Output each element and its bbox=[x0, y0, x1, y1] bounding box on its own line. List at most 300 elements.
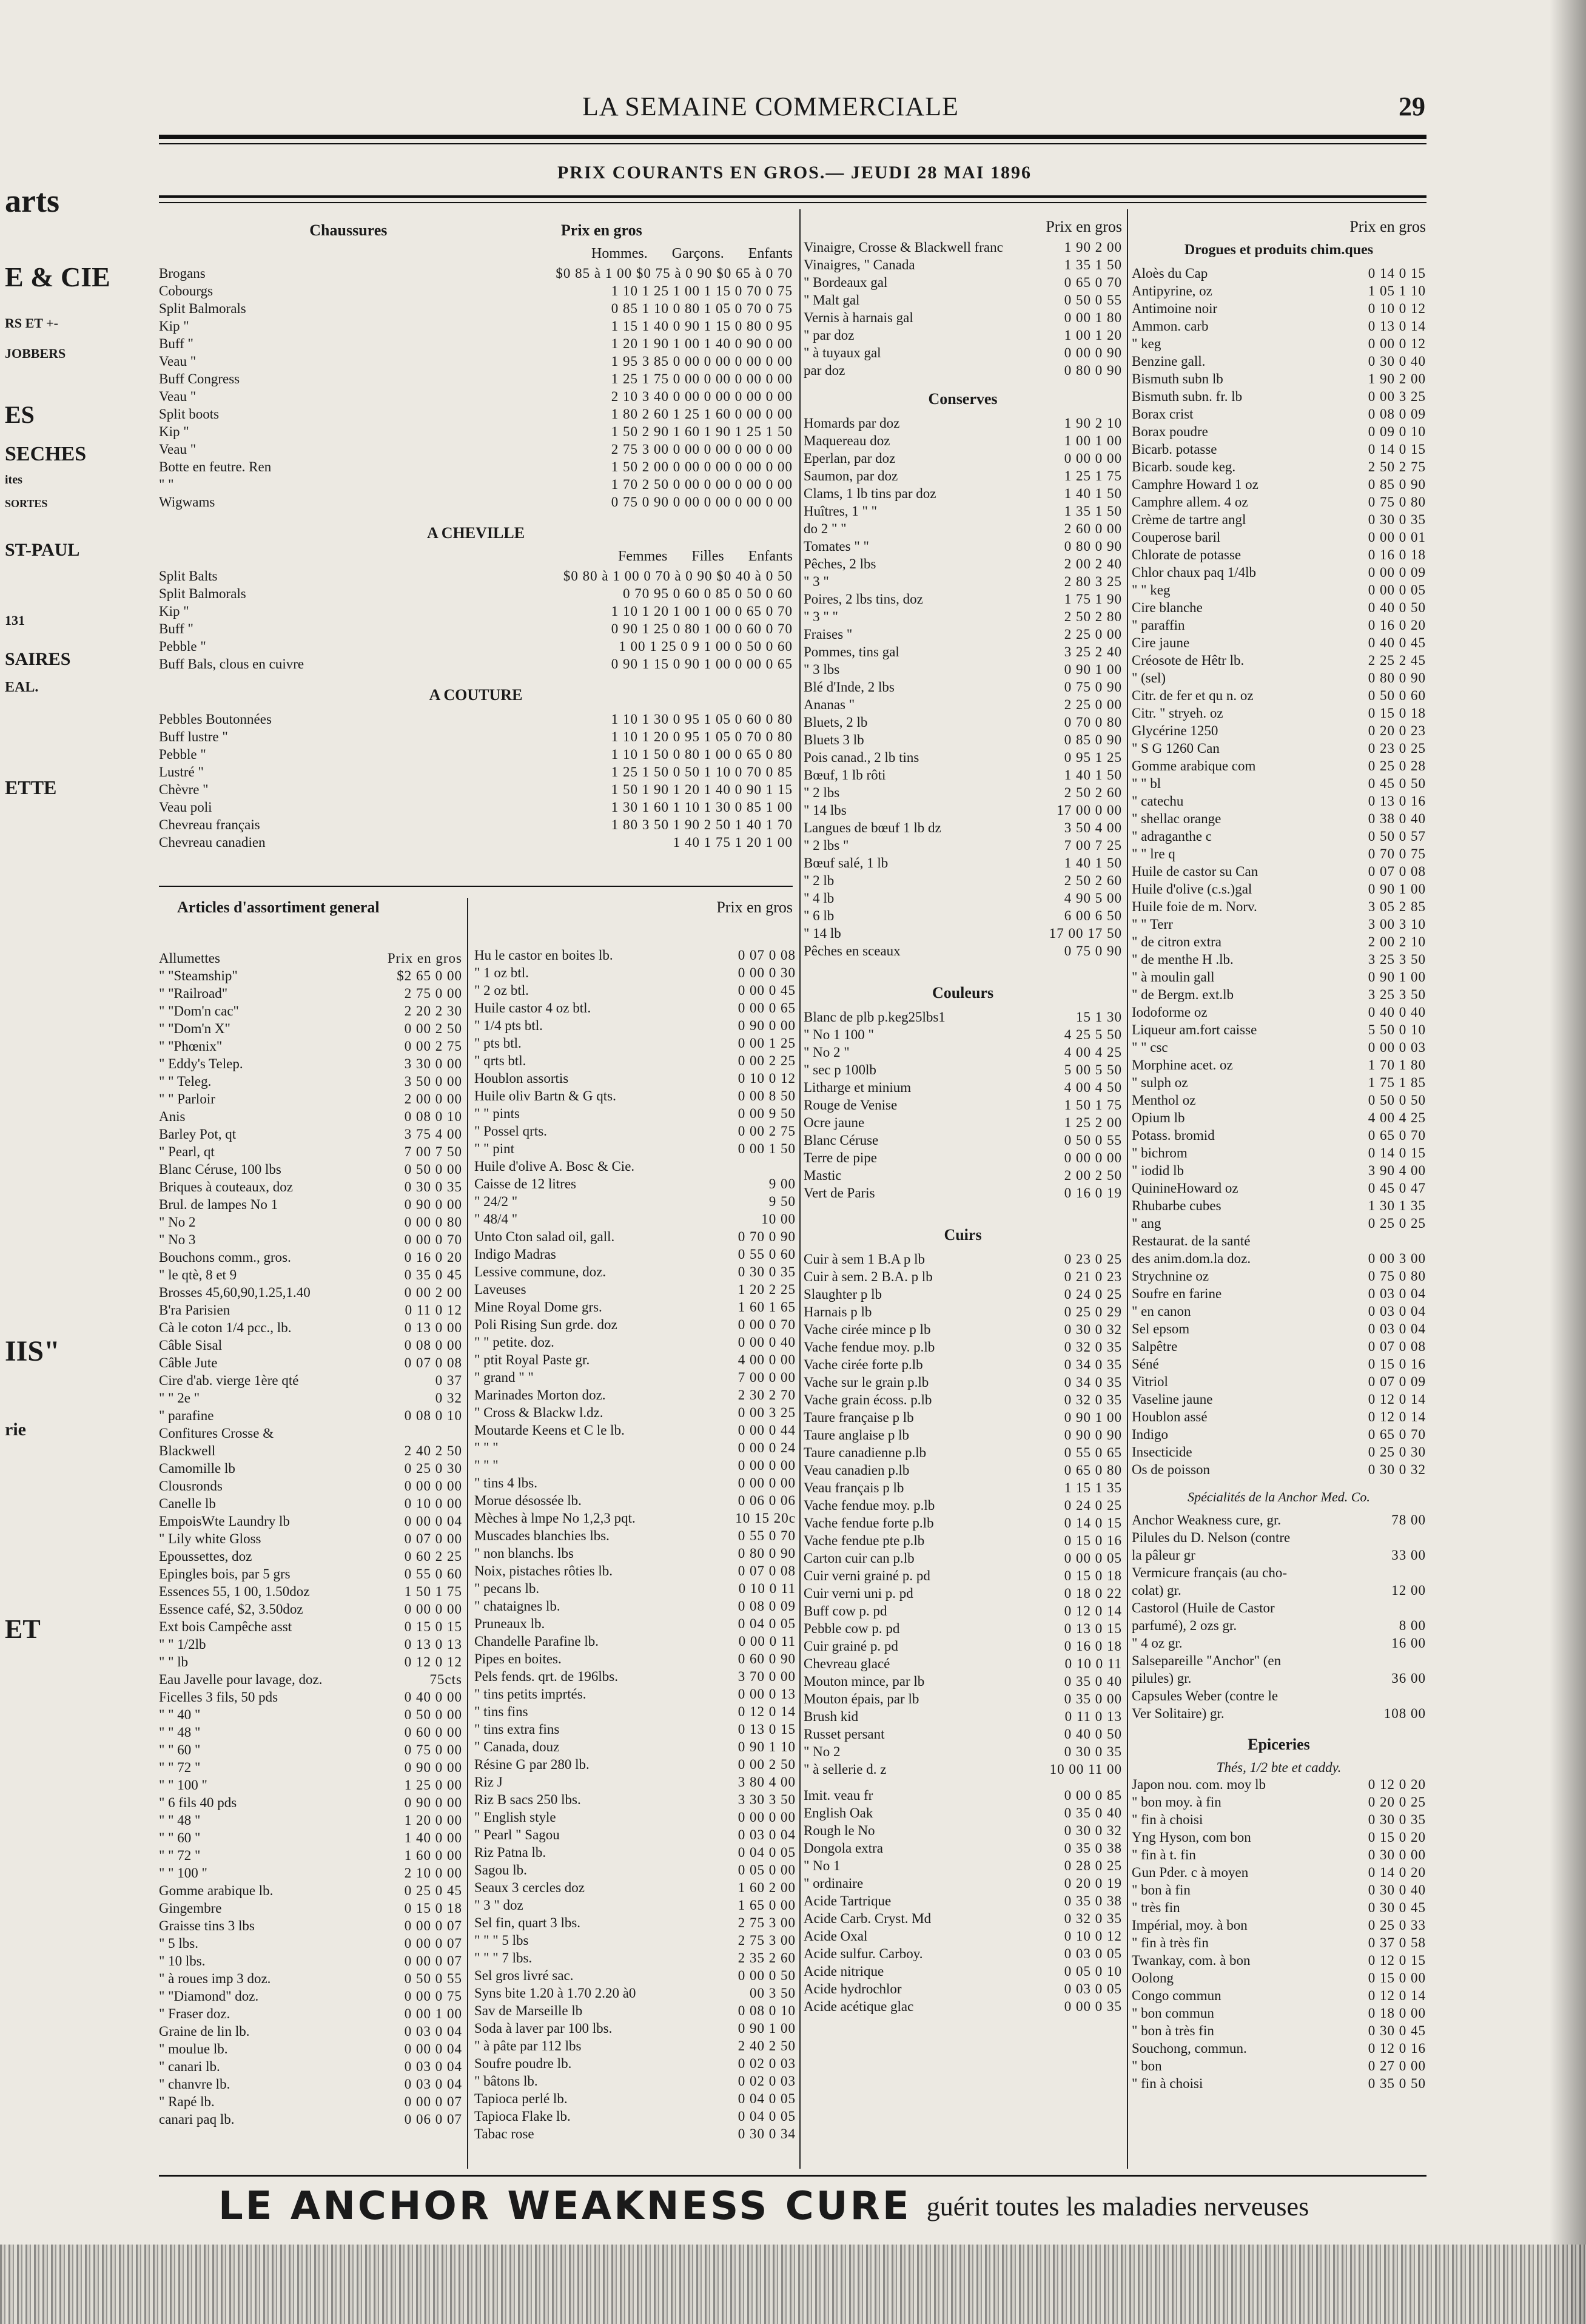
column-subheads-hommes: Hommes. Garçons. Enfants bbox=[591, 246, 793, 261]
item-price: 0 45 0 47 bbox=[1368, 1181, 1426, 1196]
price-row bbox=[804, 1043, 1122, 1061]
price-row bbox=[1132, 827, 1426, 845]
item-name: pilules) gr. bbox=[1132, 1671, 1192, 1686]
price-row bbox=[474, 1281, 796, 1298]
item-price: 0 50 0 57 bbox=[1368, 829, 1426, 844]
item-price: 2 75 3 00 0 00 0 00 0 00 0 00 bbox=[611, 442, 793, 457]
item-name: " bon bbox=[1132, 2058, 1162, 2073]
item-price: 1 40 1 50 bbox=[1064, 486, 1122, 501]
item-price: 0 12 0 15 bbox=[1368, 1953, 1426, 1968]
price-row bbox=[804, 1725, 1122, 1743]
price-row bbox=[159, 1389, 462, 1407]
header-rule-thick bbox=[159, 135, 1426, 139]
item-price: 2 10 3 40 0 00 0 00 0 00 0 00 bbox=[611, 389, 793, 404]
item-price: 1 60 2 00 bbox=[738, 1880, 796, 1895]
item-price: 0 09 0 10 bbox=[1368, 424, 1426, 439]
item-name: Créosote de Hêtr lb. bbox=[1132, 653, 1245, 668]
price-row bbox=[1132, 388, 1426, 405]
item-price: 0 08 0 10 bbox=[404, 1109, 462, 1124]
item-price: $2 65 0 00 bbox=[397, 968, 462, 983]
item-price: 0 03 0 05 bbox=[1064, 1946, 1122, 1961]
item-price: 9 50 bbox=[768, 1194, 796, 1209]
price-row bbox=[804, 625, 1122, 643]
item-name: Mouton mince, par lb bbox=[804, 1674, 925, 1689]
item-name: Acide sulfur. Carboy. bbox=[804, 1946, 923, 1961]
item-name: " " bl bbox=[1132, 776, 1161, 791]
price-row bbox=[1132, 1021, 1426, 1039]
item-name: Epoussettes, doz bbox=[159, 1549, 252, 1564]
item-name: Litharge et minium bbox=[804, 1080, 912, 1095]
item-price: 0 03 0 04 bbox=[1368, 1321, 1426, 1336]
item-price: 0 55 0 70 bbox=[738, 1528, 796, 1543]
item-name: " ordinaire bbox=[804, 1876, 864, 1891]
item-name: Riz J bbox=[474, 1774, 503, 1790]
item-price: 0 08 0 10 bbox=[404, 1408, 462, 1423]
item-price: 0 25 0 28 bbox=[1368, 758, 1426, 773]
item-price: 0 32 0 35 bbox=[1064, 1392, 1122, 1407]
item-name: " "Dom'n X" bbox=[159, 1021, 230, 1036]
header-rule-thin bbox=[159, 143, 1426, 144]
margin-fragment: ES bbox=[5, 401, 35, 428]
price-row bbox=[804, 1549, 1122, 1567]
item-price: 0 70 0 80 bbox=[1064, 715, 1122, 730]
price-row bbox=[159, 264, 793, 282]
price-row bbox=[159, 1301, 462, 1319]
item-name: Veau français p lb bbox=[804, 1480, 904, 1495]
margin-fragment: arts bbox=[5, 183, 59, 219]
item-name: Crème de tartre angl bbox=[1132, 512, 1246, 527]
item-price: 0 75 0 80 bbox=[1368, 494, 1426, 510]
item-price: 0 00 0 05 bbox=[1064, 1551, 1122, 1566]
item-name: " Canada, douz bbox=[474, 1739, 560, 1754]
item-name: " 2 lbs bbox=[804, 785, 840, 800]
item-name: Botte en feutre. Ren bbox=[159, 459, 272, 474]
price-row bbox=[474, 1457, 796, 1474]
item-price: 0 00 2 75 bbox=[738, 1123, 796, 1139]
section-heading-drogues: Drogues et produits chim.ques bbox=[1184, 242, 1374, 258]
item-price: 0 00 1 25 bbox=[738, 1036, 796, 1051]
price-row bbox=[804, 502, 1122, 520]
item-price: 1 40 1 50 bbox=[1064, 855, 1122, 871]
price-row bbox=[159, 1284, 462, 1301]
item-name: Menthol oz bbox=[1132, 1093, 1196, 1108]
item-name: Blanc Céruse bbox=[804, 1133, 879, 1148]
price-row bbox=[804, 1008, 1122, 1026]
price-row bbox=[159, 834, 793, 851]
item-name: Bicarb. potasse bbox=[1132, 442, 1217, 457]
price-row bbox=[474, 1720, 796, 1738]
item-price: 0 13 0 15 bbox=[1064, 1621, 1122, 1636]
item-price: 2 40 2 50 bbox=[404, 1443, 462, 1458]
item-name: " chanvre lb. bbox=[159, 2076, 230, 2092]
item-price: 2 10 0 00 bbox=[404, 1865, 462, 1881]
item-price: 0 40 0 00 bbox=[404, 1689, 462, 1705]
item-name: Laveuses bbox=[474, 1282, 526, 1297]
item-price: 16 00 bbox=[1391, 1635, 1426, 1651]
price-row bbox=[474, 1826, 796, 1844]
item-name: Ver Solitaire) gr. bbox=[1132, 1706, 1225, 1721]
item-name: " à tuyaux gal bbox=[804, 345, 881, 360]
item-price: 0 00 0 00 bbox=[738, 1458, 796, 1473]
price-row bbox=[474, 1105, 796, 1122]
item-name: " " bbox=[159, 477, 174, 492]
price-row bbox=[1132, 2075, 1426, 2092]
price-row bbox=[804, 362, 1122, 379]
item-price: 0 90 1 00 bbox=[1064, 1410, 1122, 1425]
item-name: " iodid lb bbox=[1132, 1163, 1184, 1178]
item-price: 0 90 0 00 bbox=[404, 1795, 462, 1810]
item-name: Gingembre bbox=[159, 1901, 222, 1916]
item-name: Castorol (Huile de Castor bbox=[1132, 1600, 1275, 1615]
item-name: " qrts btl. bbox=[474, 1053, 526, 1068]
price-row bbox=[159, 458, 793, 476]
item-price: 0 90 0 00 bbox=[404, 1760, 462, 1775]
item-name: " tins extra fins bbox=[474, 1722, 560, 1737]
price-row bbox=[474, 1632, 796, 1650]
price-row bbox=[1132, 810, 1426, 827]
price-row bbox=[474, 1808, 796, 1826]
item-name: Citr. " stryeh. oz bbox=[1132, 706, 1223, 721]
item-price: 1 70 2 50 0 00 0 00 0 00 0 00 bbox=[611, 477, 793, 492]
item-price: 0 25 0 25 bbox=[1368, 1216, 1426, 1231]
price-row bbox=[804, 450, 1122, 467]
item-name: Japon nou. com. moy lb bbox=[1132, 1777, 1266, 1792]
item-name: Pipes en boites. bbox=[474, 1651, 562, 1666]
item-name: Sagou lb. bbox=[474, 1862, 527, 1878]
price-row bbox=[159, 1565, 462, 1583]
item-price: 1 20 0 00 bbox=[404, 1813, 462, 1828]
item-name: Lessive commune, doz. bbox=[474, 1264, 607, 1279]
price-row bbox=[1132, 1599, 1426, 1617]
price-row bbox=[1132, 581, 1426, 599]
item-name: Vaseline jaune bbox=[1132, 1392, 1213, 1407]
price-row bbox=[1132, 986, 1426, 1003]
item-name: Restaurat. de la santé bbox=[1132, 1233, 1251, 1248]
price-row bbox=[1132, 317, 1426, 335]
price-row bbox=[159, 1935, 462, 1952]
price-row bbox=[159, 1442, 462, 1460]
item-price: 1 65 0 00 bbox=[738, 1898, 796, 1913]
item-name: Glycérine 1250 bbox=[1132, 723, 1218, 738]
price-row bbox=[474, 2055, 796, 2072]
price-row bbox=[474, 1685, 796, 1703]
item-price: 0 12 0 14 bbox=[1368, 1392, 1426, 1407]
price-row bbox=[1132, 458, 1426, 476]
item-name: Cuir verni grainé p. pd bbox=[804, 1568, 930, 1583]
price-row bbox=[1132, 282, 1426, 300]
item-name: Harnais p lb bbox=[804, 1304, 872, 1319]
price-row bbox=[159, 1407, 462, 1424]
item-name: Benzine gall. bbox=[1132, 354, 1206, 369]
item-price: 0 35 0 40 bbox=[1064, 1805, 1122, 1820]
item-price: 0 50 0 00 bbox=[404, 1162, 462, 1177]
item-name: Allumettes bbox=[159, 951, 220, 966]
item-name: Buff Congress bbox=[159, 371, 240, 386]
price-row bbox=[1132, 1793, 1426, 1811]
price-row bbox=[474, 1791, 796, 1808]
item-price: 0 07 0 09 bbox=[1368, 1374, 1426, 1389]
item-price: 3 70 0 00 bbox=[738, 1669, 796, 1684]
item-name: Pebble " bbox=[159, 747, 206, 762]
item-name: Camomille lb bbox=[159, 1461, 235, 1476]
item-name: Kip " bbox=[159, 424, 189, 439]
price-row bbox=[1132, 1338, 1426, 1355]
item-name: " 6 fils 40 pds bbox=[159, 1795, 237, 1810]
margin-fragment: SAIRES bbox=[5, 649, 71, 669]
price-row bbox=[159, 1319, 462, 1336]
section-heading-couleurs: Couleurs bbox=[932, 984, 994, 1002]
item-name: " Pearl, qt bbox=[159, 1144, 215, 1159]
item-name: Split boots bbox=[159, 406, 220, 422]
item-price: 0 00 0 07 bbox=[404, 2094, 462, 2109]
item-price: 2 75 3 00 bbox=[738, 1933, 796, 1948]
price-row bbox=[804, 1426, 1122, 1444]
price-row bbox=[1132, 1179, 1426, 1197]
item-price: 0 16 0 18 bbox=[1064, 1639, 1122, 1654]
item-name: " "Dom'n cac" bbox=[159, 1003, 239, 1019]
item-price: 0 00 0 00 bbox=[738, 1810, 796, 1825]
price-row bbox=[804, 238, 1122, 256]
item-price: 0 15 0 16 bbox=[1064, 1533, 1122, 1548]
item-price: 0 16 0 20 bbox=[1368, 618, 1426, 633]
price-row bbox=[804, 1787, 1122, 1804]
item-price: 0 03 0 04 bbox=[404, 2024, 462, 2039]
item-price: 0 00 0 30 bbox=[738, 965, 796, 980]
item-name: " shellac orange bbox=[1132, 811, 1221, 826]
price-row bbox=[474, 1087, 796, 1105]
item-name: " " 2e " bbox=[159, 1390, 200, 1406]
price-row bbox=[159, 949, 462, 967]
item-price: 0 04 0 05 bbox=[738, 1845, 796, 1860]
item-name: Huile foie de m. Norv. bbox=[1132, 899, 1257, 914]
price-row bbox=[474, 1210, 796, 1228]
item-price: 0 00 0 07 bbox=[404, 1953, 462, 1969]
item-name: Vinaigre, Crosse & Blackwell franc bbox=[804, 240, 1003, 255]
item-price: 0 30 0 35 bbox=[1368, 1812, 1426, 1827]
item-price: 1 00 1 20 bbox=[1064, 328, 1122, 343]
price-row bbox=[804, 1079, 1122, 1096]
item-price: 0 07 0 08 bbox=[1368, 864, 1426, 879]
section-heading-epiceries: Epiceries bbox=[1248, 1736, 1310, 1753]
price-row bbox=[159, 1548, 462, 1565]
price-row bbox=[159, 282, 793, 300]
item-price: 0 15 0 00 bbox=[1368, 1970, 1426, 1986]
item-name: Buff " bbox=[159, 336, 193, 351]
item-name: Bicarb. soude keg. bbox=[1132, 459, 1236, 474]
price-row bbox=[1132, 1232, 1426, 1250]
price-row bbox=[474, 1193, 796, 1210]
item-price: 0 95 1 25 bbox=[1064, 750, 1122, 765]
price-row bbox=[1132, 1669, 1426, 1687]
item-price: 0 18 0 00 bbox=[1368, 2006, 1426, 2021]
price-row bbox=[804, 309, 1122, 326]
articles-price-head: Prix en gros bbox=[716, 898, 793, 916]
item-price: 0 03 0 04 bbox=[404, 2076, 462, 2092]
item-name: " bon à très fin bbox=[1132, 2023, 1214, 2038]
item-name: Ext bois Campêche asst bbox=[159, 1619, 292, 1634]
price-row bbox=[804, 1945, 1122, 1962]
item-price: 1 10 1 20 0 95 1 05 0 70 0 80 bbox=[611, 729, 793, 744]
item-name: " Rapé lb. bbox=[159, 2094, 215, 2109]
item-name: " Lily white Gloss bbox=[159, 1531, 261, 1546]
item-name: " No 1 100 " bbox=[804, 1027, 874, 1042]
price-row bbox=[159, 476, 793, 493]
item-price: 1 40 1 75 1 20 1 00 bbox=[673, 835, 793, 850]
price-row bbox=[159, 493, 793, 511]
item-name: " " " bbox=[474, 1458, 499, 1473]
price-row bbox=[1132, 1705, 1426, 1722]
item-price: 0 40 0 50 bbox=[1368, 600, 1426, 615]
item-price: 0 00 2 00 bbox=[404, 1285, 462, 1300]
item-name: Kip " bbox=[159, 318, 189, 334]
price-row bbox=[159, 1495, 462, 1512]
item-name: Veau " bbox=[159, 389, 197, 404]
price-row bbox=[804, 326, 1122, 344]
price-row bbox=[804, 1708, 1122, 1725]
item-price: 1 50 2 00 0 00 0 00 0 00 0 00 bbox=[611, 459, 793, 474]
item-name: Souchong, commun. bbox=[1132, 2041, 1247, 2056]
price-row bbox=[159, 300, 793, 317]
item-price: 0 20 0 23 bbox=[1368, 723, 1426, 738]
item-name: Graisse tins 3 lbs bbox=[159, 1918, 255, 1933]
price-row bbox=[1132, 1373, 1426, 1390]
item-price: 0 21 0 23 bbox=[1064, 1269, 1122, 1284]
item-name: " sulph oz bbox=[1132, 1075, 1188, 1090]
item-name: Tapioca Flake lb. bbox=[474, 2109, 571, 2124]
price-row bbox=[474, 1316, 796, 1333]
price-row bbox=[1132, 1074, 1426, 1091]
price-row bbox=[804, 1910, 1122, 1927]
price-row bbox=[159, 1354, 462, 1372]
price-row bbox=[159, 620, 793, 638]
item-name: " non blanchs. lbs bbox=[474, 1546, 574, 1561]
margin-fragment: IIS" bbox=[5, 1335, 60, 1367]
price-row bbox=[804, 889, 1122, 907]
margin-fragment: ites bbox=[5, 473, 22, 487]
item-price: 0 32 0 35 bbox=[1064, 1911, 1122, 1926]
price-row bbox=[159, 567, 793, 585]
item-price: 00 3 50 bbox=[750, 1986, 796, 2001]
price-row bbox=[1132, 951, 1426, 968]
item-name: " grand " " bbox=[474, 1370, 534, 1385]
item-name: Os de poisson bbox=[1132, 1462, 1211, 1477]
item-price: 3 90 4 00 bbox=[1368, 1163, 1426, 1178]
item-price: 1 80 2 60 1 25 1 60 0 00 0 00 bbox=[611, 406, 793, 422]
item-price: 0 00 3 25 bbox=[738, 1405, 796, 1420]
price-row bbox=[159, 2093, 462, 2110]
item-name: Antipyrine, oz bbox=[1132, 283, 1212, 298]
item-price bbox=[1421, 1529, 1426, 1546]
item-price: 0 50 0 55 bbox=[1064, 292, 1122, 308]
item-price: 0 00 0 80 bbox=[404, 1214, 462, 1230]
item-name: " de Bergm. ext.lb bbox=[1132, 987, 1234, 1002]
item-price: 0 90 1 15 0 90 1 00 0 00 0 65 bbox=[611, 656, 793, 672]
item-price bbox=[1421, 1232, 1426, 1250]
price-row bbox=[159, 1847, 462, 1864]
item-name: " " 100 " bbox=[159, 1777, 207, 1793]
item-name: " Possel qrts. bbox=[474, 1123, 547, 1139]
item-name: Maquereau doz bbox=[804, 433, 890, 448]
price-row bbox=[804, 1026, 1122, 1043]
item-price: 2 00 2 50 bbox=[1064, 1168, 1122, 1183]
item-name: Ficelles 3 fils, 50 pds bbox=[159, 1689, 278, 1705]
price-row bbox=[804, 1061, 1122, 1079]
price-row bbox=[1132, 1952, 1426, 1969]
price-row bbox=[474, 1298, 796, 1316]
item-price: 0 10 0 00 bbox=[404, 1496, 462, 1511]
price-row bbox=[159, 2005, 462, 2023]
item-price: 0 00 0 09 bbox=[1368, 565, 1426, 580]
item-name: Antimoine noir bbox=[1132, 301, 1218, 316]
item-name: " 2 lbs " bbox=[804, 838, 849, 853]
item-name: " ang bbox=[1132, 1216, 1161, 1231]
section-heading-cuirs: Cuirs bbox=[944, 1226, 982, 1244]
item-price: 0 30 0 40 bbox=[1368, 1882, 1426, 1898]
price-row bbox=[804, 1321, 1122, 1338]
item-name: " " pints bbox=[474, 1106, 520, 1121]
item-name: Taure française p lb bbox=[804, 1410, 914, 1425]
price-row bbox=[1132, 264, 1426, 282]
item-price: 2 25 0 00 bbox=[1064, 697, 1122, 712]
price-row bbox=[159, 1213, 462, 1231]
price-row bbox=[1132, 1652, 1426, 1669]
item-name: " " Terr bbox=[1132, 917, 1173, 932]
item-price: 0 35 0 45 bbox=[404, 1267, 462, 1282]
item-price: 7 00 7 50 bbox=[404, 1144, 462, 1159]
item-price: 0 08 0 09 bbox=[1368, 406, 1426, 422]
price-row bbox=[804, 731, 1122, 749]
price-row bbox=[804, 1655, 1122, 1672]
item-price: 0 30 0 35 bbox=[1368, 512, 1426, 527]
price-row bbox=[159, 585, 793, 602]
item-name: " 3 lbs bbox=[804, 662, 840, 677]
item-price: 0 04 0 05 bbox=[738, 2109, 796, 2124]
price-row bbox=[159, 335, 793, 352]
price-row bbox=[804, 1338, 1122, 1356]
price-row bbox=[159, 1160, 462, 1178]
item-name: Soufre poudre lb. bbox=[474, 2056, 572, 2071]
item-price: 1 25 1 75 0 00 0 00 0 00 0 00 bbox=[611, 371, 793, 386]
margin-fragment: EAL. bbox=[5, 679, 39, 695]
price-row bbox=[159, 1090, 462, 1108]
price-row bbox=[474, 1017, 796, 1034]
price-row bbox=[1132, 1461, 1426, 1478]
item-name: Unto Cton salad oil, gall. bbox=[474, 1229, 615, 1244]
price-row bbox=[159, 1811, 462, 1829]
price-row bbox=[159, 710, 793, 728]
item-price: 0 14 0 15 bbox=[1368, 1145, 1426, 1160]
price-row bbox=[159, 602, 793, 620]
item-price: 0 00 1 50 bbox=[738, 1141, 796, 1156]
item-name: Yng Hyson, com bon bbox=[1132, 1830, 1251, 1845]
epiceries-note: Thés, 1/2 bte et caddy. bbox=[1216, 1760, 1342, 1775]
item-name: Bœuf, 1 lb rôti bbox=[804, 767, 886, 783]
page-number: 29 bbox=[1399, 92, 1425, 121]
price-row bbox=[159, 1864, 462, 1882]
price-row bbox=[1132, 1056, 1426, 1074]
price-row bbox=[474, 1034, 796, 1052]
item-name: QuinineHoward oz bbox=[1132, 1181, 1238, 1196]
price-row bbox=[1132, 511, 1426, 528]
item-name: " très fin bbox=[1132, 1900, 1180, 1915]
item-name: " "Diamond" doz. bbox=[159, 1989, 259, 2004]
item-price: 0 90 0 00 bbox=[738, 1018, 796, 1033]
price-row bbox=[804, 1461, 1122, 1479]
price-row bbox=[474, 1668, 796, 1685]
item-price: 0 30 0 35 bbox=[404, 1179, 462, 1194]
price-row bbox=[804, 555, 1122, 573]
price-row bbox=[1132, 1285, 1426, 1302]
